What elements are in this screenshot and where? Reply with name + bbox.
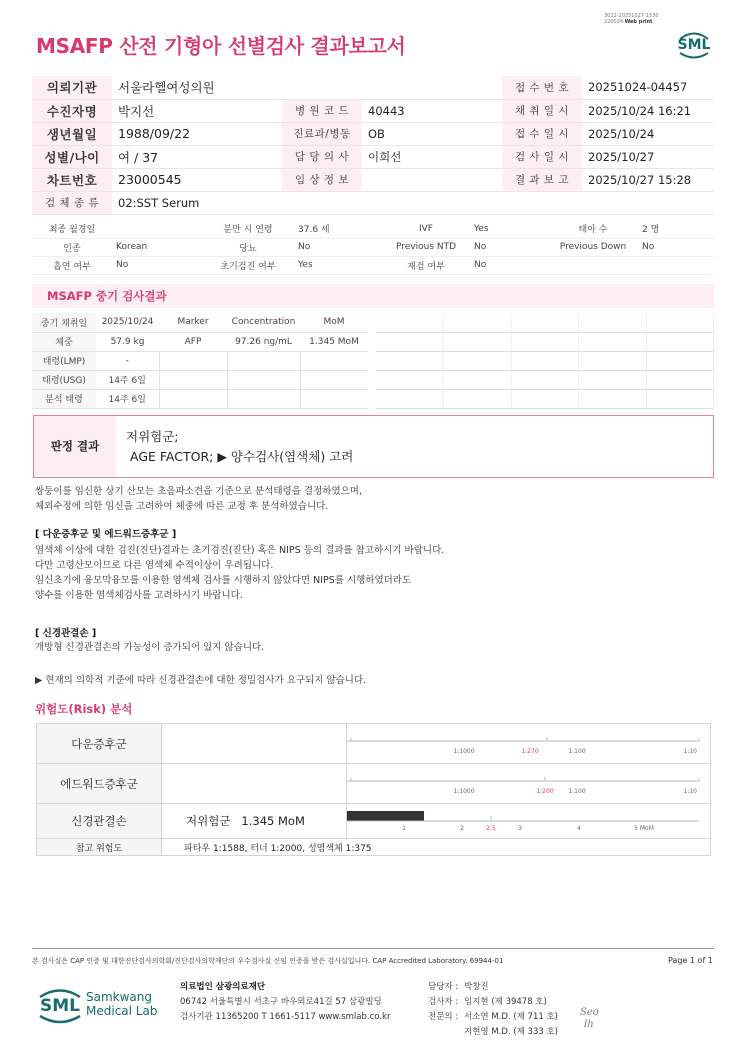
results-header-row [32, 313, 368, 332]
results-cell: 체중 [32, 332, 96, 351]
neural-title: [ 신경관결손 ] [35, 628, 97, 639]
svg-text:SML: SML [677, 37, 711, 53]
clinical-label: 흡연 여부 [32, 256, 112, 274]
results-cell: - [96, 351, 159, 370]
results-table [32, 313, 368, 409]
tick-label: 2 [460, 825, 464, 832]
clinical-row [32, 256, 714, 274]
risk-scale-edwards [347, 764, 711, 799]
info-label: 수진자명 [32, 99, 112, 122]
info-label: 성별/나이 [32, 145, 112, 168]
risk-row-ref [37, 839, 711, 856]
info-row [32, 168, 714, 191]
clinical-label: 인종 [32, 238, 112, 256]
results-cell: 1.345 MoM [300, 332, 368, 351]
clinical-value: Yes [470, 220, 548, 238]
risk-label: 에드워드증후군 [37, 764, 162, 804]
info-value: OB [362, 122, 502, 145]
risk-table [36, 723, 711, 856]
info-value: 02:SST Serum [112, 191, 714, 214]
info-label: 의뢰기관 [32, 76, 112, 99]
svg-text:SML: SML [40, 996, 80, 1016]
info-value: 23000545 [112, 168, 282, 191]
print-code: 3022-20251027-1530 220024 Web print [604, 13, 659, 25]
results-cell: Concentration [227, 313, 300, 332]
risk-mom: 1.345 MoM [241, 814, 305, 828]
info-value: 2025/10/27 15:28 [582, 168, 714, 191]
clinical-label [548, 256, 638, 274]
info-label: 진료과/병동 [282, 122, 362, 145]
results-row [32, 351, 368, 370]
results-cell: 57.9 kg [96, 332, 159, 351]
info-label: 채 취 일 시 [502, 99, 582, 122]
clinical-label: 당뇨 [202, 238, 294, 256]
clinical-value: No [112, 256, 202, 274]
results-cell: MoM [300, 313, 368, 332]
info-label: 임 상 정 보 [282, 168, 362, 191]
info-value [362, 168, 502, 191]
results-empty-grid [376, 313, 714, 409]
info-label: 생년월일 [32, 122, 112, 145]
patient-info-table [32, 76, 714, 215]
clinical-row [32, 238, 714, 256]
tick-label: 1:100 [568, 748, 586, 755]
results-cell: 중기 채취일 [32, 313, 96, 332]
mom-bar [347, 811, 424, 821]
results-cell: 14주 6일 [96, 370, 159, 389]
tick-label: 5 MoM [634, 825, 654, 832]
clinical-value: 2 명 [638, 220, 714, 238]
staff-info: 담당자 : 박창진 검사자 : 임지현 (제 39478 호) 전문의 : 서소연 M.D. (제 711 호) 지현영 M.D. (제 333 호) [428, 982, 559, 1037]
tick-label: 1:10 [683, 748, 697, 755]
clinical-label: IVF [382, 220, 470, 238]
clinical-label: 초기검진 여부 [202, 256, 294, 274]
brand-name: Samkwang Medical Lab [86, 990, 158, 1018]
info-value: 2025/10/24 16:21 [582, 99, 714, 122]
tick-label: 1:10 [683, 788, 697, 795]
results-cell: 14주 6일 [96, 389, 159, 408]
results-cell: Marker [159, 313, 227, 332]
info-row-specimen [32, 191, 714, 214]
clinical-value: Korean [112, 238, 202, 256]
clinical-value [638, 256, 714, 274]
results-row [32, 332, 368, 351]
tick-label-cutoff: 1:200 [536, 788, 554, 795]
risk-value [162, 764, 347, 804]
tick-label: 4 [577, 825, 581, 832]
clinical-label: Previous Down [548, 238, 638, 256]
info-value: 이희선 [362, 145, 502, 168]
tick-label: 1:1000 [453, 748, 475, 755]
results-row [32, 389, 368, 408]
results-cell: 태령(LMP) [32, 351, 96, 370]
risk-value [162, 804, 347, 839]
clinical-value: 37.6 세 [294, 220, 382, 238]
info-label: 접 수 일 시 [502, 122, 582, 145]
tick-label: 1 [402, 825, 406, 832]
tick-label: 1:1000 [453, 788, 475, 795]
info-label: 병 원 코 드 [282, 99, 362, 122]
results-row [32, 370, 368, 389]
results-cell: 2025/10/24 [96, 313, 159, 332]
verdict-box [33, 415, 714, 478]
info-row-institution [32, 76, 714, 99]
risk-scale-down [347, 724, 711, 759]
down-text: 염색체 이상에 대한 검진(진단)결과는 초기검진(진단) 혹은 NIPS 등의 결과를 참고하시기 바랍니다. 다만 고령산모이므로 다른 염색체 수적이상이 우려됩니다. 임신초기에 융모막융모를 이용한 염색체 검사를 시행하지 않았다면 NIPS를 시행하였더라도 양수를 이용한 염색체검사를 고려하시기 바랍니다. [35, 545, 445, 601]
analysis-note: 쌍둥이를 임신한 상기 산모는 초음파소견을 기준으로 분석태령을 결정하였으며, 체외수정에 의한 임신을 고려하여 체중에 따른 교정 후 분석하였습니다. [35, 486, 363, 512]
risk-value [162, 724, 347, 764]
info-label: 차트번호 [32, 168, 112, 191]
results-cell: 97.26 ng/mL [227, 332, 300, 351]
neural-note: ▶ 현재의 의학적 기준에 따라 신경관결손에 대한 정밀검사가 요구되지 않습니다. [35, 675, 367, 686]
clinical-value [112, 220, 202, 238]
verdict-label: 판정 결과 [34, 416, 116, 476]
results-cell: 태령(USG) [32, 370, 96, 389]
info-row [32, 145, 714, 168]
down-title: [ 다운증후군 및 에드워드증후군 ] [35, 529, 177, 540]
signature: Seo lh [580, 1007, 599, 1030]
page-number: Page 1 of 1 [668, 956, 713, 965]
risk-label: 다운증후군 [37, 724, 162, 764]
risk-label: 신경관결손 [37, 804, 162, 839]
corp-info: 의료법인 삼광의료재단 06742 서울특별시 서초구 바우뫼로41길 57 삼광빌딩 검사기관 11365200 T 1661-5117 www.smlab.co.kr [180, 982, 391, 1022]
info-label: 검 사 일 시 [502, 145, 582, 168]
clinical-info-table [32, 220, 714, 275]
clinical-label: 태아 수 [548, 220, 638, 238]
risk-level: 저위험군 [186, 814, 231, 828]
section-title: MSAFP 중기 검사결과 [47, 289, 167, 303]
info-value: 2025/10/24 [582, 122, 714, 145]
clinical-row [32, 220, 714, 238]
risk-row-neural [37, 804, 711, 839]
tick-label: 1:100 [568, 788, 586, 795]
risk-row-edwards [37, 764, 711, 804]
info-label: 접 수 번 호 [502, 76, 582, 99]
risk-scale-neural [347, 804, 711, 834]
results-cell: AFP [159, 332, 227, 351]
neural-text: 개방형 신경관결손의 가능성이 증가되어 있지 않습니다. [35, 642, 265, 653]
clinical-label: 최종 월경일 [32, 220, 112, 238]
clinical-value: No [470, 256, 548, 274]
info-value: 2025/10/27 [582, 145, 714, 168]
clinical-value: Yes [294, 256, 382, 274]
info-value: 서울라헬여성의원 [112, 76, 502, 99]
clinical-value: No [294, 238, 382, 256]
verdict-line2: AGE FACTOR; ▶ 양수검사(염색체) 고려 [130, 449, 354, 464]
sml-logo [674, 28, 714, 62]
clinical-value: No [638, 238, 714, 256]
footer-note: 본 검사실은 CAP 인증 및 대한진단검사의학회/진단검사의학재단의 우수검사실 신임 인증을 받은 검사실입니다. CAP Accredited Laboratory. 69944-01 [32, 957, 504, 965]
info-row [32, 99, 714, 122]
report-title: MSAFP 산전 기형아 선별검사 결과보고서 [36, 34, 406, 58]
info-value: 여 / 37 [112, 145, 282, 168]
info-label: 검 체 종 류 [32, 191, 112, 214]
info-value: 20251024-04457 [582, 76, 714, 99]
info-value: 1988/09/22 [112, 122, 282, 145]
tick-label-cutoff: 1:270 [521, 748, 539, 755]
info-label: 담 당 의 사 [282, 145, 362, 168]
tick-label: 3 [518, 825, 522, 832]
clinical-label: 분만 시 연령 [202, 220, 294, 238]
verdict-line1: 저위험군; [126, 429, 179, 444]
clinical-label: 재검 여부 [382, 256, 470, 274]
info-label: 결 과 보 고 [502, 168, 582, 191]
tick-label-cutoff: 2.5 [486, 825, 496, 832]
risk-row-down [37, 724, 711, 764]
results-cell: 분석 태령 [32, 389, 96, 408]
section-header-results [32, 284, 714, 308]
clinical-label: Previous NTD [382, 238, 470, 256]
ref-value: 파타우 1:1588, 터너 1:2000, 성염색체 1:375 [162, 839, 711, 856]
footer-divider [32, 948, 714, 949]
info-value: 박지선 [112, 99, 282, 122]
info-row [32, 122, 714, 145]
clinical-value: No [470, 238, 548, 256]
risk-title: 위험도(Risk) 분석 [35, 702, 133, 716]
info-value: 40443 [362, 99, 502, 122]
ref-label: 참고 위험도 [37, 839, 162, 856]
